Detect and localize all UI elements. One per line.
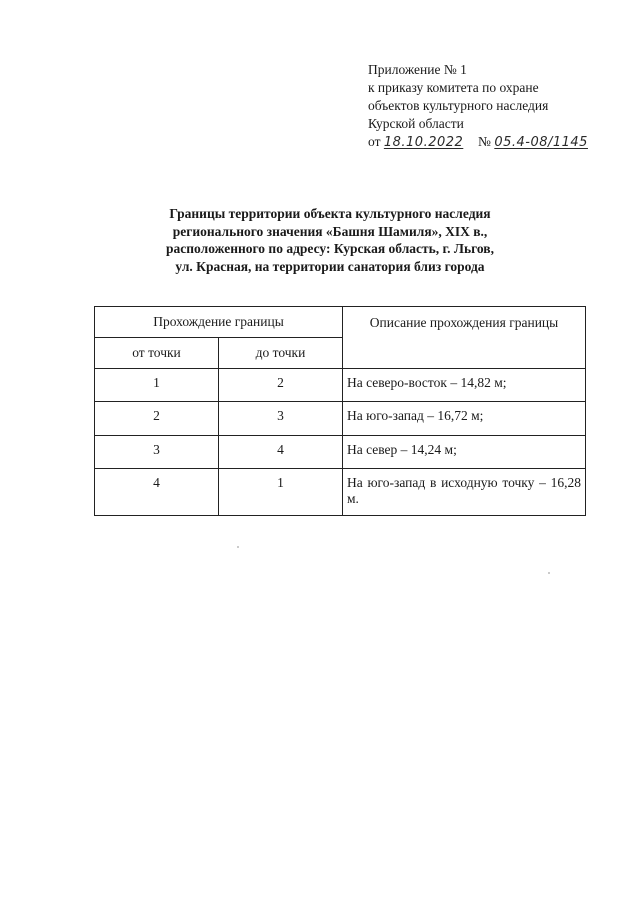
scan-speck [237, 546, 239, 548]
title-line-3: расположенного по адресу: Курская область, г. Льгов, [166, 241, 494, 256]
title-line-4: ул. Красная, на территории санатория близ города [175, 258, 485, 274]
table-row [95, 469, 586, 516]
cell-description: На юго-запад – 16,72 м; [343, 402, 586, 436]
cell-to: 1 [219, 469, 343, 516]
order-number: 05.4-08/1145 [494, 135, 588, 150]
appendix-committee: объектов культурного наследия [368, 98, 549, 113]
cell-from: 2 [95, 402, 219, 436]
cell-from: 4 [95, 469, 219, 516]
table-row [95, 436, 586, 469]
table-row [95, 402, 586, 436]
document-title [110, 205, 550, 275]
date-prefix: от [368, 134, 381, 149]
table-row [95, 369, 586, 402]
appendix-order-ref: к приказу комитета по охране [368, 80, 539, 95]
header-to-point: до точки [219, 338, 343, 369]
cell-from: 3 [95, 436, 219, 469]
appendix-number: Приложение № 1 [368, 62, 467, 77]
cell-description: На северо-восток – 14,82 м; [343, 369, 586, 402]
appendix-region: Курской области [368, 116, 464, 131]
number-prefix: № [478, 134, 491, 149]
scan-speck [548, 572, 550, 574]
header-description: Описание прохождения границы [343, 307, 586, 369]
cell-from: 1 [95, 369, 219, 402]
table-header-row [95, 307, 586, 338]
boundary-table [94, 306, 586, 516]
cell-to: 3 [219, 402, 343, 436]
title-line-2: регионального значения «Башня Шамиля», XIX в., [172, 223, 488, 239]
header-boundary-passage: Прохождение границы [95, 307, 343, 338]
cell-description: На юго-запад в исходную точку – 16,28 м. [343, 469, 586, 516]
cell-to: 4 [219, 436, 343, 469]
title-line-1: Границы территории объекта культурного наследия [169, 206, 491, 221]
appendix-date-line [368, 133, 628, 152]
order-date: 18.10.2022 [383, 135, 464, 150]
appendix-header [368, 61, 628, 152]
cell-to: 2 [219, 369, 343, 402]
header-from-point: от точки [95, 338, 219, 369]
cell-description: На север – 14,24 м; [343, 436, 586, 469]
